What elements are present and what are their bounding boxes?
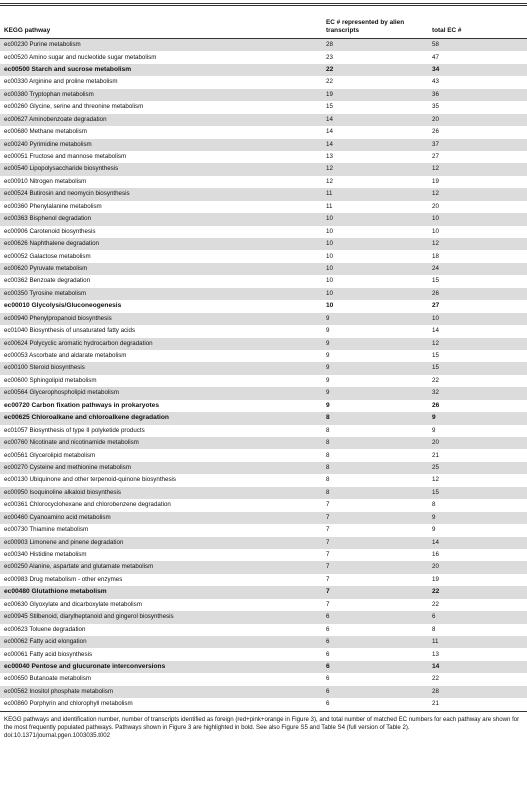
cell-total-ec: 10 [428, 213, 527, 225]
cell-pathway: ec00625 Chloroalkane and chloroalkene degradation [0, 412, 322, 424]
cell-total-ec: 22 [428, 586, 527, 598]
cell-pathway: ec00950 Isoquinoline alkaloid biosynthesis [0, 487, 322, 499]
cell-total-ec: 14 [428, 661, 527, 673]
table-row [0, 350, 527, 362]
cell-total-ec: 37 [428, 139, 527, 151]
cell-pathway: ec00330 Arginine and proline metabolism [0, 76, 322, 88]
cell-total-ec: 18 [428, 250, 527, 262]
table-row [0, 151, 527, 163]
table-row [0, 76, 527, 88]
cell-pathway: ec00720 Carbon fixation pathways in prokaryotes [0, 400, 322, 412]
cell-total-ec: 24 [428, 263, 527, 275]
cell-alien-ec: 6 [322, 698, 428, 710]
cell-alien-ec: 9 [322, 400, 428, 412]
cell-pathway: ec00500 Starch and sucrose metabolism [0, 64, 322, 76]
cell-total-ec: 6 [428, 611, 527, 623]
cell-total-ec: 15 [428, 350, 527, 362]
cell-pathway: ec00130 Ubiquinone and other terpenoid-quinone biosynthesis [0, 474, 322, 486]
cell-alien-ec: 8 [322, 437, 428, 449]
cell-total-ec: 12 [428, 338, 527, 350]
table-row [0, 275, 527, 287]
cell-pathway: ec00945 Stilbenoid, diarylheptanoid and gingerol biosynthesis [0, 611, 322, 623]
cell-alien-ec: 14 [322, 126, 428, 138]
cell-pathway: ec00983 Drug metabolism - other enzymes [0, 574, 322, 586]
cell-alien-ec: 28 [322, 39, 428, 52]
cell-pathway: ec00600 Sphingolipid metabolism [0, 375, 322, 387]
cell-alien-ec: 7 [322, 586, 428, 598]
cell-alien-ec: 10 [322, 263, 428, 275]
cell-alien-ec: 7 [322, 574, 428, 586]
table-row [0, 226, 527, 238]
table-row [0, 114, 527, 126]
table-row [0, 39, 527, 52]
cell-pathway: ec00910 Nitrogen metabolism [0, 176, 322, 188]
cell-total-ec: 47 [428, 51, 527, 63]
cell-pathway: ec00626 Naphthalene degradation [0, 238, 322, 250]
cell-alien-ec: 12 [322, 176, 428, 188]
table-row [0, 686, 527, 698]
cell-alien-ec: 6 [322, 611, 428, 623]
cell-pathway: ec00906 Carotenoid biosynthesis [0, 226, 322, 238]
cell-total-ec: 32 [428, 387, 527, 399]
table-row [0, 512, 527, 524]
cell-alien-ec: 12 [322, 163, 428, 175]
cell-alien-ec: 6 [322, 624, 428, 636]
cell-pathway: ec00627 Aminobenzoate degradation [0, 114, 322, 126]
cell-pathway: ec00620 Pyruvate metabolism [0, 263, 322, 275]
table-row [0, 599, 527, 611]
cell-total-ec: 28 [428, 686, 527, 698]
table-row [0, 288, 527, 300]
cell-total-ec: 21 [428, 449, 527, 461]
table-row [0, 499, 527, 511]
column-header-alien-ec: EC # represented by alien transcripts [322, 6, 428, 39]
cell-total-ec: 34 [428, 64, 527, 76]
table-row [0, 624, 527, 636]
cell-pathway: ec00350 Tyrosine metabolism [0, 288, 322, 300]
table-row [0, 263, 527, 275]
cell-alien-ec: 10 [322, 288, 428, 300]
cell-total-ec: 8 [428, 499, 527, 511]
cell-total-ec: 16 [428, 549, 527, 561]
cell-alien-ec: 6 [322, 648, 428, 660]
table-row [0, 673, 527, 685]
cell-alien-ec: 7 [322, 524, 428, 536]
cell-alien-ec: 6 [322, 673, 428, 685]
cell-alien-ec: 8 [322, 462, 428, 474]
kegg-pathway-table [0, 5, 527, 711]
cell-pathway: ec00520 Amino sugar and nucleotide sugar metabolism [0, 51, 322, 63]
table-row [0, 313, 527, 325]
cell-pathway: ec00903 Limonene and pinene degradation [0, 537, 322, 549]
cell-alien-ec: 9 [322, 375, 428, 387]
table-row [0, 362, 527, 374]
cell-total-ec: 9 [428, 412, 527, 424]
cell-alien-ec: 10 [322, 275, 428, 287]
cell-alien-ec: 7 [322, 512, 428, 524]
cell-pathway: ec00240 Pyrimidine metabolism [0, 139, 322, 151]
cell-pathway: ec00052 Galactose metabolism [0, 250, 322, 262]
cell-total-ec: 9 [428, 524, 527, 536]
cell-total-ec: 13 [428, 648, 527, 660]
cell-pathway: ec00524 Butirosin and neomycin biosynthesis [0, 188, 322, 200]
table-caption: KEGG pathways and identification number, number of transcripts identified as foreign (red+pink+orange in Figure 3), and total number of matched EC numbers for each pathway are shown for the most frequently populated pathways. Pathways shown in Figure 3 are highlighted in bold. See also Figure S5 and Table S4 (full version of Table 2). [4, 715, 520, 731]
cell-total-ec: 22 [428, 673, 527, 685]
cell-total-ec: 12 [428, 474, 527, 486]
cell-pathway: ec00760 Nicotinate and nicotinamide metabolism [0, 437, 322, 449]
cell-alien-ec: 7 [322, 537, 428, 549]
cell-alien-ec: 10 [322, 226, 428, 238]
cell-pathway: ec00362 Benzoate degradation [0, 275, 322, 287]
table-row [0, 462, 527, 474]
cell-alien-ec: 6 [322, 686, 428, 698]
table-row [0, 611, 527, 623]
cell-total-ec: 12 [428, 163, 527, 175]
cell-total-ec: 20 [428, 201, 527, 213]
cell-alien-ec: 7 [322, 561, 428, 573]
cell-pathway: ec00730 Thiamine metabolism [0, 524, 322, 536]
table-row [0, 561, 527, 573]
table-row [0, 537, 527, 549]
table-row [0, 661, 527, 673]
cell-pathway: ec00040 Pentose and glucuronate interconversions [0, 661, 322, 673]
cell-total-ec: 19 [428, 176, 527, 188]
table-row [0, 201, 527, 213]
cell-alien-ec: 22 [322, 64, 428, 76]
cell-pathway: ec00270 Cysteine and methionine metabolism [0, 462, 322, 474]
cell-alien-ec: 10 [322, 300, 428, 312]
cell-total-ec: 15 [428, 362, 527, 374]
cell-total-ec: 12 [428, 188, 527, 200]
cell-pathway: ec00562 Inositol phosphate metabolism [0, 686, 322, 698]
cell-pathway: ec00360 Phenylalanine metabolism [0, 201, 322, 213]
cell-pathway: ec00053 Ascorbate and aldarate metabolism [0, 350, 322, 362]
cell-total-ec: 14 [428, 537, 527, 549]
cell-total-ec: 9 [428, 425, 527, 437]
cell-total-ec: 26 [428, 126, 527, 138]
cell-pathway: ec00561 Glycerolipid metabolism [0, 449, 322, 461]
cell-alien-ec: 15 [322, 101, 428, 113]
cell-pathway: ec00062 Fatty acid elongation [0, 636, 322, 648]
cell-pathway: ec00010 Glycolysis/Gluconeogenesis [0, 300, 322, 312]
cell-total-ec: 10 [428, 226, 527, 238]
top-rule [0, 3, 527, 4]
cell-pathway: ec01040 Biosynthesis of unsaturated fatty acids [0, 325, 322, 337]
table-row [0, 163, 527, 175]
cell-pathway: ec00380 Tryptophan metabolism [0, 89, 322, 101]
cell-alien-ec: 9 [322, 387, 428, 399]
table-row [0, 387, 527, 399]
table-row [0, 375, 527, 387]
cell-alien-ec: 9 [322, 313, 428, 325]
cell-total-ec: 26 [428, 288, 527, 300]
cell-pathway: ec00624 Polycyclic aromatic hydrocarbon degradation [0, 338, 322, 350]
cell-alien-ec: 8 [322, 449, 428, 461]
cell-alien-ec: 9 [322, 338, 428, 350]
cell-total-ec: 35 [428, 101, 527, 113]
cell-alien-ec: 7 [322, 499, 428, 511]
cell-total-ec: 20 [428, 561, 527, 573]
cell-pathway: ec00340 Histidine metabolism [0, 549, 322, 561]
cell-pathway: ec00061 Fatty acid biosynthesis [0, 648, 322, 660]
table-row [0, 89, 527, 101]
cell-alien-ec: 9 [322, 325, 428, 337]
table-row [0, 574, 527, 586]
cell-total-ec: 11 [428, 636, 527, 648]
cell-alien-ec: 9 [322, 350, 428, 362]
table-row [0, 487, 527, 499]
table-row [0, 101, 527, 113]
cell-pathway: ec00361 Chlorocyclohexane and chlorobenzene degradation [0, 499, 322, 511]
cell-total-ec: 10 [428, 313, 527, 325]
cell-alien-ec: 11 [322, 188, 428, 200]
table-row [0, 636, 527, 648]
cell-pathway: ec00940 Phenylpropanoid biosynthesis [0, 313, 322, 325]
cell-pathway: ec00260 Glycine, serine and threonine metabolism [0, 101, 322, 113]
cell-total-ec: 22 [428, 375, 527, 387]
cell-total-ec: 27 [428, 300, 527, 312]
column-header-total-ec: total EC # [428, 6, 527, 39]
cell-alien-ec: 6 [322, 636, 428, 648]
cell-total-ec: 58 [428, 39, 527, 52]
table-body [0, 39, 527, 711]
table-row [0, 400, 527, 412]
cell-total-ec: 21 [428, 698, 527, 710]
cell-total-ec: 43 [428, 76, 527, 88]
cell-total-ec: 8 [428, 624, 527, 636]
table-row [0, 474, 527, 486]
cell-pathway: ec00230 Purine metabolism [0, 39, 322, 52]
cell-total-ec: 22 [428, 599, 527, 611]
table-row [0, 412, 527, 424]
cell-pathway: ec00460 Cyanoamino acid metabolism [0, 512, 322, 524]
table-row [0, 188, 527, 200]
cell-alien-ec: 8 [322, 487, 428, 499]
cell-alien-ec: 8 [322, 412, 428, 424]
cell-pathway: ec00100 Steroid biosynthesis [0, 362, 322, 374]
cell-alien-ec: 14 [322, 114, 428, 126]
cell-total-ec: 27 [428, 151, 527, 163]
cell-pathway: ec01057 Biosynthesis of type II polyketide products [0, 425, 322, 437]
table-row [0, 549, 527, 561]
cell-pathway: ec00540 Lipopolysaccharide biosynthesis [0, 163, 322, 175]
table-row [0, 698, 527, 710]
cell-pathway: ec00630 Glyoxylate and dicarboxylate metabolism [0, 599, 322, 611]
cell-alien-ec: 22 [322, 76, 428, 88]
cell-alien-ec: 10 [322, 250, 428, 262]
cell-total-ec: 15 [428, 275, 527, 287]
cell-total-ec: 20 [428, 114, 527, 126]
table-row [0, 64, 527, 76]
cell-pathway: ec00650 Butanoate metabolism [0, 673, 322, 685]
cell-total-ec: 20 [428, 437, 527, 449]
cell-alien-ec: 11 [322, 201, 428, 213]
doi-text: doi:10.1371/journal.pgen.1003035.t002 [4, 732, 111, 740]
cell-total-ec: 26 [428, 400, 527, 412]
table-row [0, 250, 527, 262]
table-row [0, 586, 527, 598]
cell-total-ec: 25 [428, 462, 527, 474]
column-header-pathway: KEGG pathway [0, 6, 322, 39]
cell-alien-ec: 7 [322, 549, 428, 561]
cell-alien-ec: 10 [322, 213, 428, 225]
cell-pathway: ec00051 Fructose and mannose metabolism [0, 151, 322, 163]
cell-pathway: ec00564 Glycerophospholipid metabolism [0, 387, 322, 399]
cell-alien-ec: 8 [322, 425, 428, 437]
cell-pathway: ec00363 Bisphenol degradation [0, 213, 322, 225]
cell-alien-ec: 7 [322, 599, 428, 611]
cell-total-ec: 9 [428, 512, 527, 524]
cell-alien-ec: 6 [322, 661, 428, 673]
cell-total-ec: 19 [428, 574, 527, 586]
table-row [0, 338, 527, 350]
cell-total-ec: 15 [428, 487, 527, 499]
table-row [0, 176, 527, 188]
cell-alien-ec: 13 [322, 151, 428, 163]
cell-pathway: ec00250 Alanine, aspartate and glutamate metabolism [0, 561, 322, 573]
table-row [0, 51, 527, 63]
cell-alien-ec: 23 [322, 51, 428, 63]
cell-alien-ec: 10 [322, 238, 428, 250]
table-row [0, 238, 527, 250]
table-row [0, 524, 527, 536]
cell-pathway: ec00480 Glutathione metabolism [0, 586, 322, 598]
table-row [0, 437, 527, 449]
cell-total-ec: 14 [428, 325, 527, 337]
table-row [0, 425, 527, 437]
cell-pathway: ec00680 Methane metabolism [0, 126, 322, 138]
table-row [0, 126, 527, 138]
table-row [0, 139, 527, 151]
cell-pathway: ec00623 Toluene degradation [0, 624, 322, 636]
table-row [0, 325, 527, 337]
cell-pathway: ec00860 Porphyrin and chlorophyll metabolism [0, 698, 322, 710]
cell-alien-ec: 14 [322, 139, 428, 151]
table-row [0, 648, 527, 660]
table-row [0, 300, 527, 312]
cell-alien-ec: 8 [322, 474, 428, 486]
cell-alien-ec: 19 [322, 89, 428, 101]
table-row [0, 213, 527, 225]
cell-total-ec: 36 [428, 89, 527, 101]
cell-alien-ec: 9 [322, 362, 428, 374]
cell-total-ec: 12 [428, 238, 527, 250]
table-header-row [0, 6, 527, 39]
table-row [0, 449, 527, 461]
